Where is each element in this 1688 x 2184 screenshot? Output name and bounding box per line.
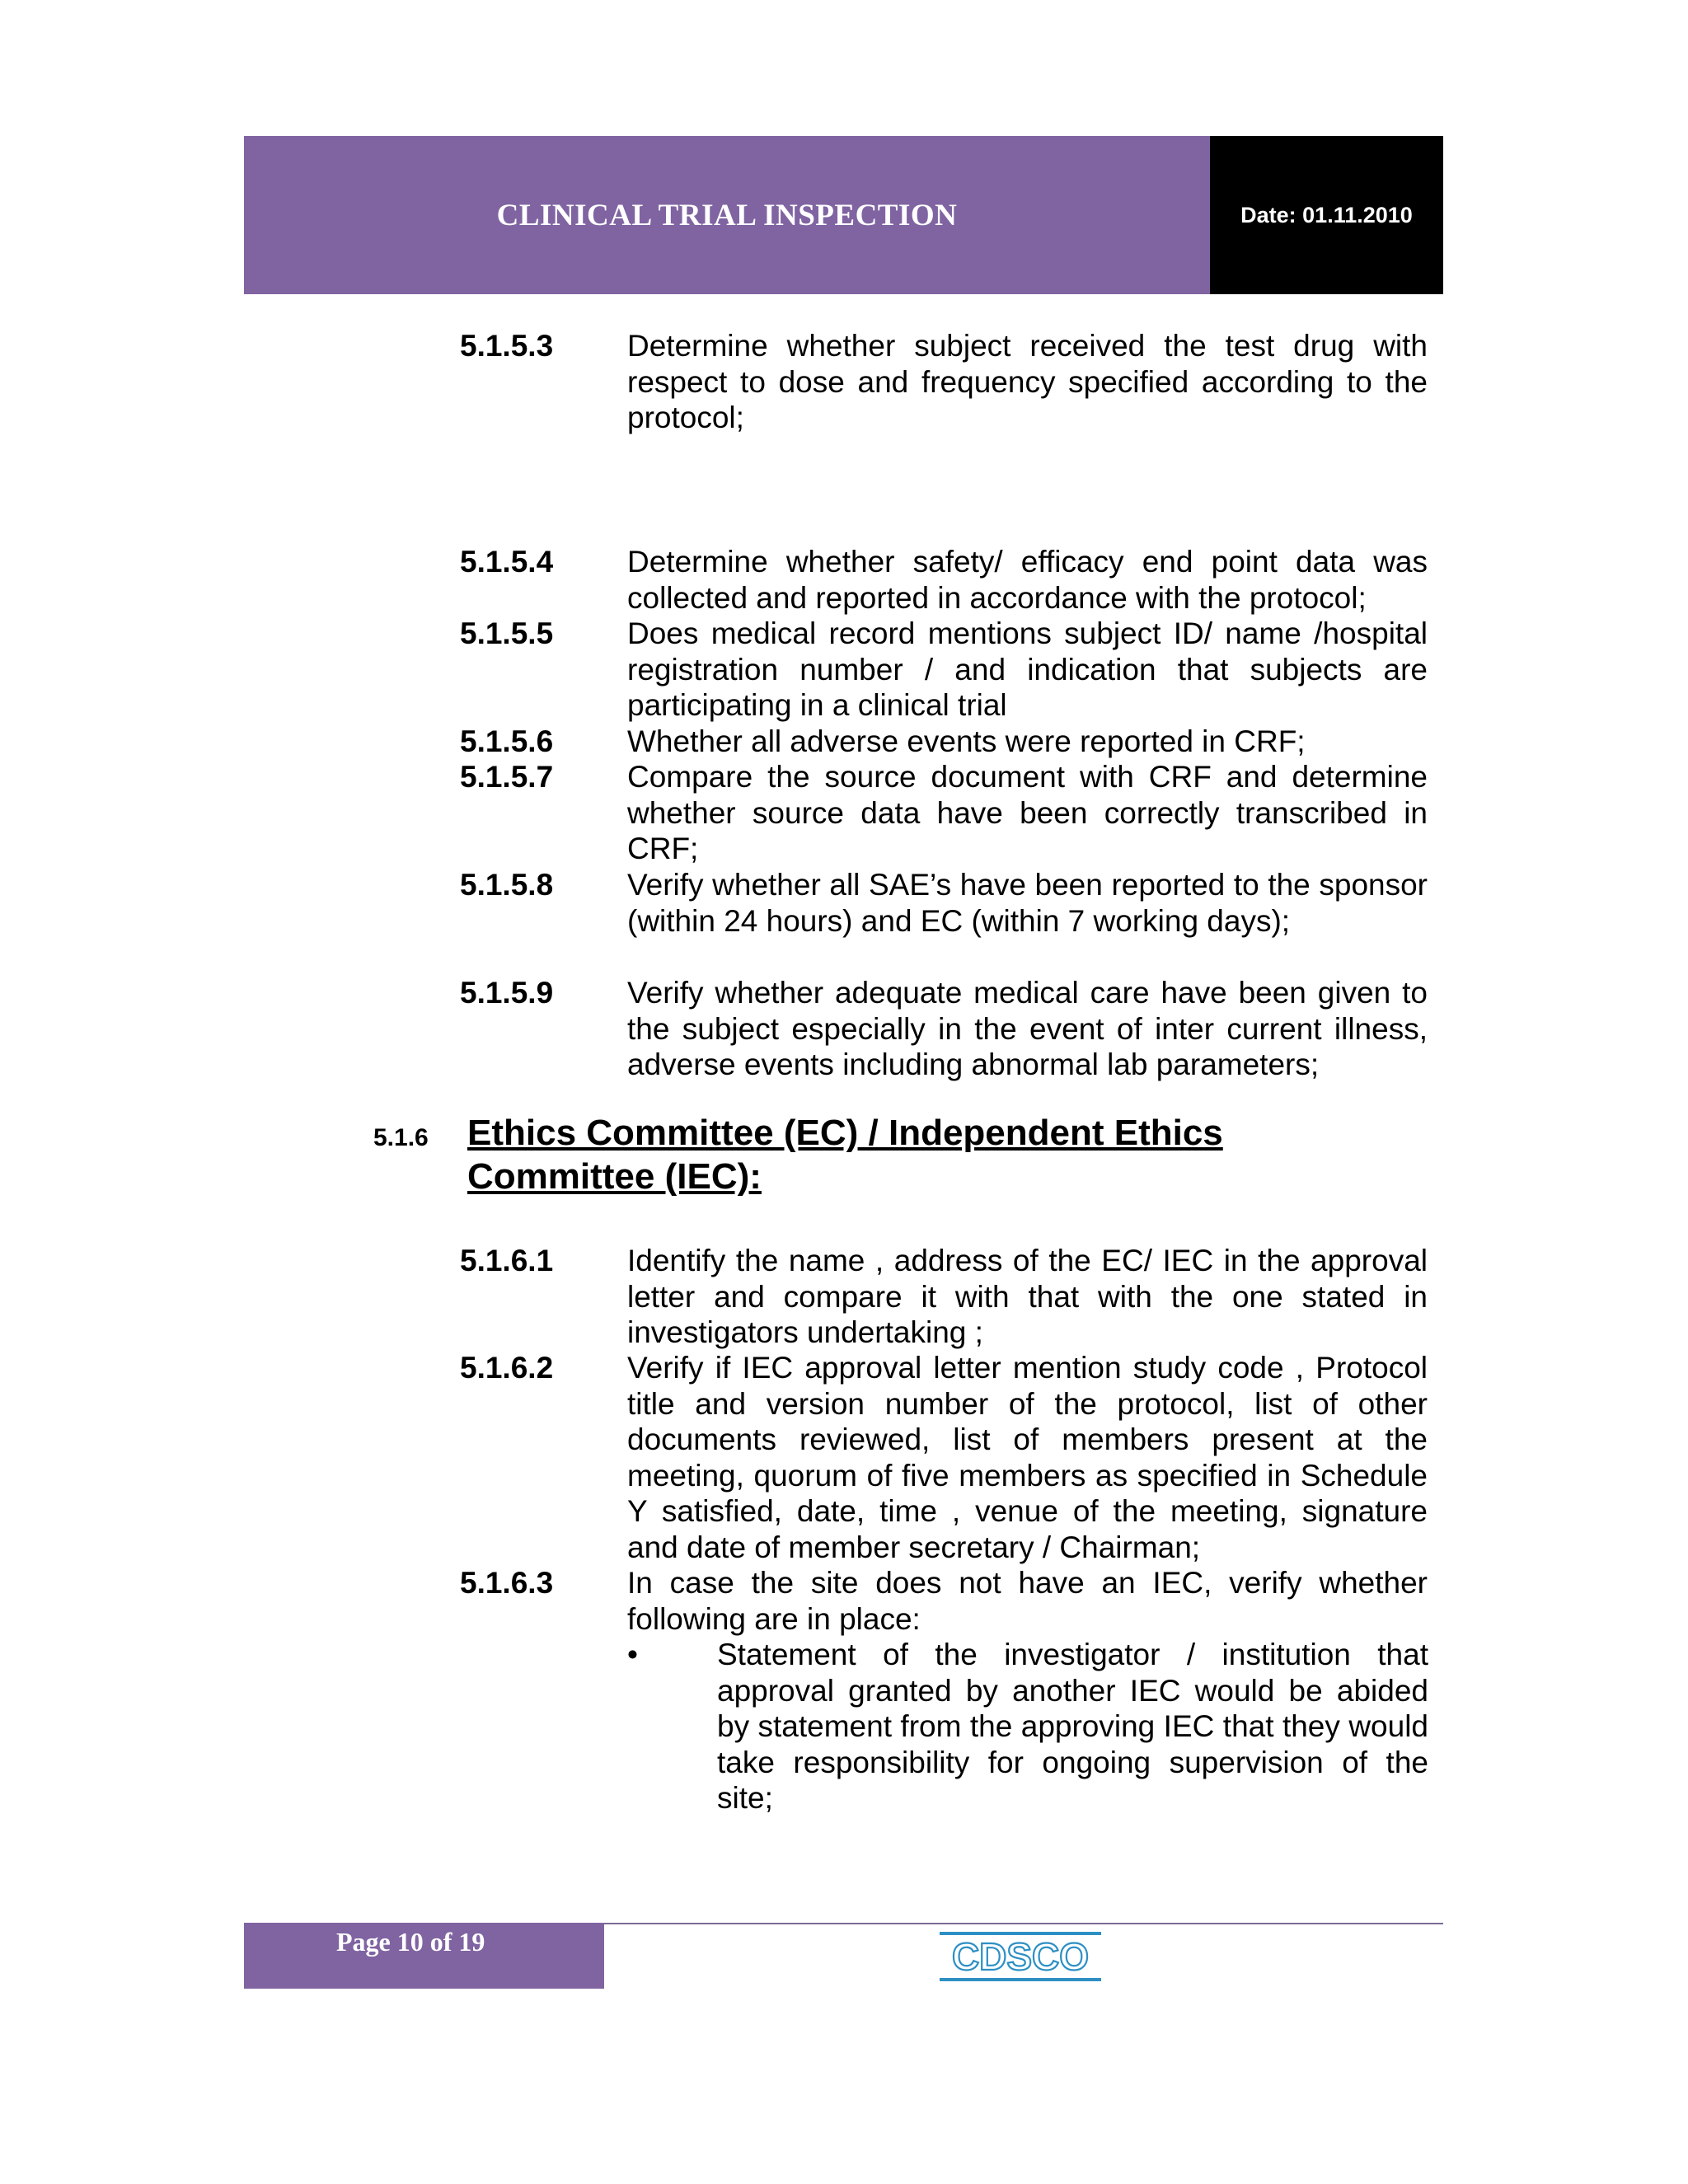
- checklist-item-5-1-5-6: [460, 724, 1428, 760]
- item-text: Determine whether subject received the test drug with respect to dose and frequency specified according to the protocol;: [627, 329, 1428, 434]
- item-number: 5.1.5.4: [460, 545, 554, 579]
- checklist-item-5-1-5-7: [460, 759, 1428, 867]
- bullet-text: Statement of the investigator / institution that approval granted by another IEC would be abided by statement from the approving IEC that they would take responsibility for ongoing supervision of the site;: [717, 1638, 1428, 1815]
- date-box: [1210, 136, 1443, 294]
- checklist-item-5-1-5-8: [460, 867, 1428, 939]
- item-text: Identify the name , address of the EC/ IEC in the approval letter and compare it with that with the one stated in investigators undertaking ;: [627, 1244, 1428, 1349]
- checklist-item-5-1-5-3: [460, 328, 1428, 436]
- logo-text: CDSCO: [951, 1935, 1090, 1978]
- item-number: 5.1.5.5: [460, 616, 554, 650]
- item-number: 5.1.5.8: [460, 868, 554, 902]
- checklist-item-5-1-5-9: [460, 975, 1428, 1083]
- section-number: 5.1.6: [373, 1124, 429, 1151]
- item-text: Determine whether safety/ efficacy end point data was collected and reported in accordance with the protocol;: [627, 545, 1428, 615]
- logo-bottom-stripe: [940, 1978, 1101, 1981]
- item-number: 5.1.6.2: [460, 1351, 554, 1385]
- cdsco-logo: [938, 1929, 1103, 1985]
- checklist-item-5-1-5-5: [460, 616, 1428, 724]
- item-number: 5.1.5.3: [460, 329, 554, 363]
- item-number: 5.1.5.9: [460, 976, 554, 1010]
- page-number: Page 10 of 19: [336, 1927, 485, 1957]
- item-number: 5.1.5.6: [460, 724, 554, 758]
- document-date: Date: 01.11.2010: [1240, 202, 1413, 227]
- footer-rule: [604, 1923, 1443, 1924]
- item-text: Verify whether adequate medical care have been given to the subject especially in the event of inter current illness, adverse events including abnormal lab parameters;: [627, 976, 1428, 1081]
- section-title: Ethics Committee (EC) / Independent Ethics Committee (IEC):: [467, 1113, 1223, 1197]
- item-text: Verify whether all SAE’s have been reported to the sponsor (within 24 hours) and EC (within 7 working days);: [627, 868, 1428, 938]
- item-text: Compare the source document with CRF and determine whether source data have been correctly transcribed in CRF;: [627, 760, 1428, 865]
- bullet-icon: •: [627, 1638, 638, 1671]
- document-title: CLINICAL TRIAL INSPECTION: [496, 198, 958, 232]
- bullet-item: [627, 1637, 1428, 1816]
- item-number: 5.1.5.7: [460, 760, 554, 794]
- checklist-item-5-1-6-1: [460, 1243, 1428, 1351]
- item-text: Does medical record mentions subject ID/ name /hospital registration number / and indication that subjects are participating in a clinical trial: [627, 616, 1428, 722]
- checklist-item-5-1-6-3: [460, 1565, 1428, 1637]
- checklist-item-5-1-6-2: [460, 1350, 1428, 1565]
- item-number: 5.1.6.1: [460, 1244, 554, 1277]
- checklist-item-5-1-5-4: [460, 544, 1428, 616]
- item-text: Whether all adverse events were reported in CRF;: [627, 724, 1306, 758]
- item-number: 5.1.6.3: [460, 1566, 554, 1600]
- item-text: Verify if IEC approval letter mention study code , Protocol title and version number of the protocol, list of other documents reviewed, list of members present at the meeting, quorum of five members as specified in Schedule Y satisfied, date, time , venue of the meeting, signature and date of member secretary / Chairman;: [627, 1351, 1428, 1564]
- item-text: In case the site does not have an IEC, verify whether following are in place:: [627, 1566, 1428, 1636]
